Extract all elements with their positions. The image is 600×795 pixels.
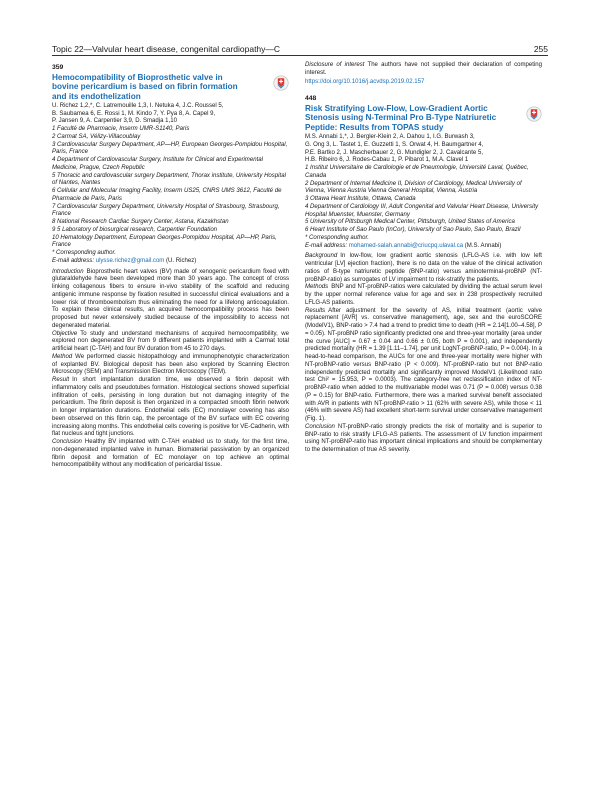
section-text: BNP and NT-proBNP-ratios were calculated by dividing the actual serum level by the upper normal reference value for age and sex in 238 prospectively recruited LFLG-AS patients. [305,284,542,306]
section-methods [305,284,542,307]
section-text: Healthy BV implanted with C-TAH enabled us to study, for the first time, non-degenerated implanted valve in human. Biomaterial passivation by an organized fibrin deposit and formation of EC monolayer on top achieve an optimal hemocompatibility without any modification of pericardial tissue. [52,439,289,469]
section-conclusion [305,424,542,455]
abstract-title-row [52,73,289,101]
section-conclusion [52,439,289,470]
section-text: We performed classic histopathology and immunophenotypic characterization of explanted BV. Biological deposit has been also explored by Scanning Electron Microscopy (SEM) and Transmission Electron Microscopy (TEM). [52,353,289,376]
crossmark-badge-icon[interactable] [526,106,542,122]
email-link[interactable]: ulysse.richez@gmail.com [95,257,165,264]
section-label: Conclusion [305,423,335,430]
email-label: E-mail address: [52,257,95,264]
section-label: Conclusion [52,439,82,446]
author-line: G. Ong 3, L. Tastet 1, E. Guzzetti 1, S. Orwat 4, H. Baumgartner 4, [305,141,484,148]
author-line: P. Jansen 9, A. Carpentier 3,9, D. Smadja 1,10 [52,118,177,125]
corresponding-note: * Corresponding author. [52,250,116,257]
affiliation: 7 Cardiovascular Surgery Department, University Hospital of Strasbourg, Strasbourg, France [52,203,280,218]
abstract-number: 448 [305,95,317,103]
affiliation: 5 Thoracic and cardiovascular surgery Department, Thorax institute, University Hospital of Nantes, Nantes [52,172,286,187]
author-line: B. Saubamea 6, E. Rossi 1, M. Kindo 7, Y. Pya 8, A. Capel 9, [52,110,216,117]
abstract-title[interactable]: Hemocompatibility of Bioprosthetic valve in bovine pericardium is based on fibrin formation and its endothelization [52,72,238,101]
author-line: P.E. Bartko 2, J. Mascherbauer 2, G. Mundigler 2, J. Cavalcante 5, [305,149,484,156]
email-line [305,243,542,251]
disclosure-text: The authors have not supplied their declaration of competing interest. [305,62,542,76]
author-line: U. Richez 1,2,*, C. Latremouille 1,3, I. Netuka 4, J.C. Roussel 5, [52,102,224,109]
affiliation: 3 Ottawa Heart Institute, Ottawa, Canada [305,196,416,203]
disclosure-of-interest [305,62,542,78]
spacer [305,86,542,93]
section-result [52,377,289,439]
email-link[interactable]: mohamed-salah.annabi@criucpq.ulaval.ca [348,242,464,249]
section-text: After adjustment for the severity of AS, initial treatment (aortic valve replacement [AVR] vs. conservative management), age, sex and the euroSCORE (ModelV1), BNP-ratio > 7.4 had a trend to predict time to death (HR = 2.14[1.00–4.58], P = 0.05). NT-proBNP ratio significantly predicted one and three-year mortality (area under the curve [AUC] = 0.67 ± 0.04 and 0.66 ± 0.05, both P = 0.001), and independently predicted mortality (HR = 1.39 [1.11–1.74], per unit LogNT-proBNP-ratio, P = 0.004). In a head-to-head comparison, the AUCs for one and three-year mortality were higher with NT-proBNP-ratio versus BNP-ratio (P < 0.009). NT-proBNP-ratio but not BNP-ratio independently predicted mortality and significantly improved ModelV1 (Likelihood ratio test Chi² = 15.953, P = 0.0003). The category-free net reclassification index of NT-proBNP-ratio when added to the multivariable model was 0.71 (P = 0.008) versus 0.38 (P = 0.15) for BNP-ratio. Furthermore, there was a marked survival benefit associated with AVR in patients with NT-proBNP-ratio > 11 (62% with severe AS), while those < 11 (46% with severe AS) had excellent short-term survival under conservative management (Fig. 1). [305,307,542,423]
section-label: Background [305,253,338,260]
affiliation: 5 University of Pittsburgh Medical Center, Pittsburgh, United States of America [305,219,515,226]
section-label: Method [52,353,73,360]
affiliation: 6 Cellular and Molecular Imaging Facility, Inserm US25, CNRS UMS 3612, Faculté de Pharmacie de Paris, Paris [52,188,282,202]
abstract-title-row [305,104,542,132]
section-label: Introduction [52,268,84,275]
left-column [52,62,289,470]
section-text: To study and understand mechanisms of acquired hemocompatibility, we explored non degenerated BV from 9 different patients implanted with a Carmat total artificial heart (C-TAH) and four BV duration from 45 to 270 days. [52,330,289,353]
affiliation: 2 Department of Internal Medicine II, Division of Cardiology, Medical University of Vienna, Vienna Austria Vienna General Hospital, Vienna, Austria [305,180,522,195]
section-text: NT-proBNP-ratio strongly predicts the risk of mortality and is superior to BNP-ratio to risk stratify LFLG-AS patients. The assessment of LV function impairment using NT-proBNP-ratio has important clinical implications and should be complementary to the determination of true AS severity. [305,423,542,454]
author-line: H.B. Ribeiro 6, J. Rodes-Cabau 1, P. Pibarot 1, M.A. Clavel 1 [305,157,469,164]
section-text: In low-flow, low gradient aortic stenosis (LFLG-AS i.e. with low left ventricular [LV] ejection fraction), there is no data on the value of the clinical activation ratios of B-type natriuretic peptide (BNP-ratio) versus aminoterminal-proBNP (NT-proBNP-ratio) as surrogates of LV impairment to risk-stratify the patients. [305,253,542,283]
affiliation: 9 5 Laboratory of biosurgical research, Carpentier Foundation [52,226,218,233]
affiliation: 4 Department of Cardiology III, Adult Congenital and Valvular Heart Disease, University Hospital Muenster, Muenster, Germany [305,203,539,218]
email-owner: (M.S. Annabi) [464,242,502,249]
section-label: Objective [52,330,78,337]
author-line: M.S. Annabi 1,*, J. Bergler-Klein 2, A. Dahou 1, I.G. Burwash 3, [305,134,475,141]
section-objective [52,331,289,354]
abstract-title[interactable]: Risk Stratifying Low-Flow, Low-Gradient Aortic Stenosis using N-Terminal Pro B-Type Natriuretic Peptide: Results from TOPAS study [305,104,497,132]
author-list [305,134,542,165]
section-introduction [52,269,289,331]
affiliation: 1 Institut Universitaire de Cardiologie et de Pneumologie, Université Laval, Québec, Canada [305,165,529,179]
affiliation: 10 Hematology Department, European Georges-Pompidou Hospital, AP—HP, Paris, France [52,234,277,249]
crossmark-badge-icon[interactable] [273,75,289,91]
section-results [305,308,542,424]
affiliation-list [52,126,289,258]
section-method [52,354,289,377]
affiliation-list [305,165,542,243]
abstract-number: 359 [52,64,64,71]
email-label: E-mail address: [305,242,348,249]
affiliation: 4 Department of Cardiovascular Surgery, Institute for Clinical and Experimental Medicine, Prague, Czech Republic [52,157,263,171]
affiliation: 8 National Research Cardiac Surgery Center, Astana, Kazakhstan [52,219,229,226]
section-label: Result [52,377,70,384]
section-background [305,253,542,284]
section-label: Results [305,307,326,314]
affiliation: 2 Carmat SA, Vélizy-Villacoublay [52,133,141,140]
corresponding-note: * Corresponding author. [305,234,369,241]
doi-link[interactable]: https://doi.org/10.1016/j.acvdsp.2019.02.157 [305,78,425,85]
running-header [52,40,548,54]
section-label: Methods [305,284,329,291]
page-number: 255 [533,44,548,54]
email-owner: (U. Richez) [166,257,197,264]
email-line [52,258,289,266]
author-list [52,103,289,126]
affiliation: 1 Faculté de Pharmacie, Inserm UMR-S1140, Paris [52,126,190,133]
affiliation: 3 Cardiovascular Surgery Department, AP—HP, European Georges-Pompidou Hospital, Paris, France [52,141,288,156]
disclosure-label: Disclosure of interest [305,62,365,68]
affiliation: 6 Heart Institute of Sao Paulo (InCor), University of Sao Paulo, Sao Paulo, Brazil [305,227,521,234]
running-header-topic: Topic 22—Valvular heart disease, congenital cardiopathy—C [52,44,281,54]
section-text: Bioprosthetic heart valves (BV) made of xenogenic pericardium fixed with glutaraldehyde have been developed more than 30 years ago. The concept of cross linking collagenous fibers to ensure in-vivo stability of the scaffold and reducing antigenic immune response by fixation resulted in successful clinical evaluations and a lower risk of thromboembolism thus eliminating the need for a lifelong anticoagulation. To explain these clinical results, an acquired hemocompatibility process has been proposed but never extensively studied because of the impossibility to access not degenerated material. [52,268,289,329]
right-column [305,62,542,455]
section-text: In short implantation duration time, we observed a fibrin deposit with inflammatory cells and pseudotubes formation. Histological sections showed superficial infiltration of cells, persisting in long duration but not damaging integrity of the pericardium. The fibrin deposit is then organized in a compacted smooth fibrin network in longer implantation durations. Endothelial cells (EC) monolayer covering has also been observed on this fibrin cap, the percentage of the BV surface with EC covering increasing along months. This endothelial cells covering is positive for VE-Cadherin, with flat nucleus and tight junctions. [52,377,289,438]
header-rule [52,55,548,56]
